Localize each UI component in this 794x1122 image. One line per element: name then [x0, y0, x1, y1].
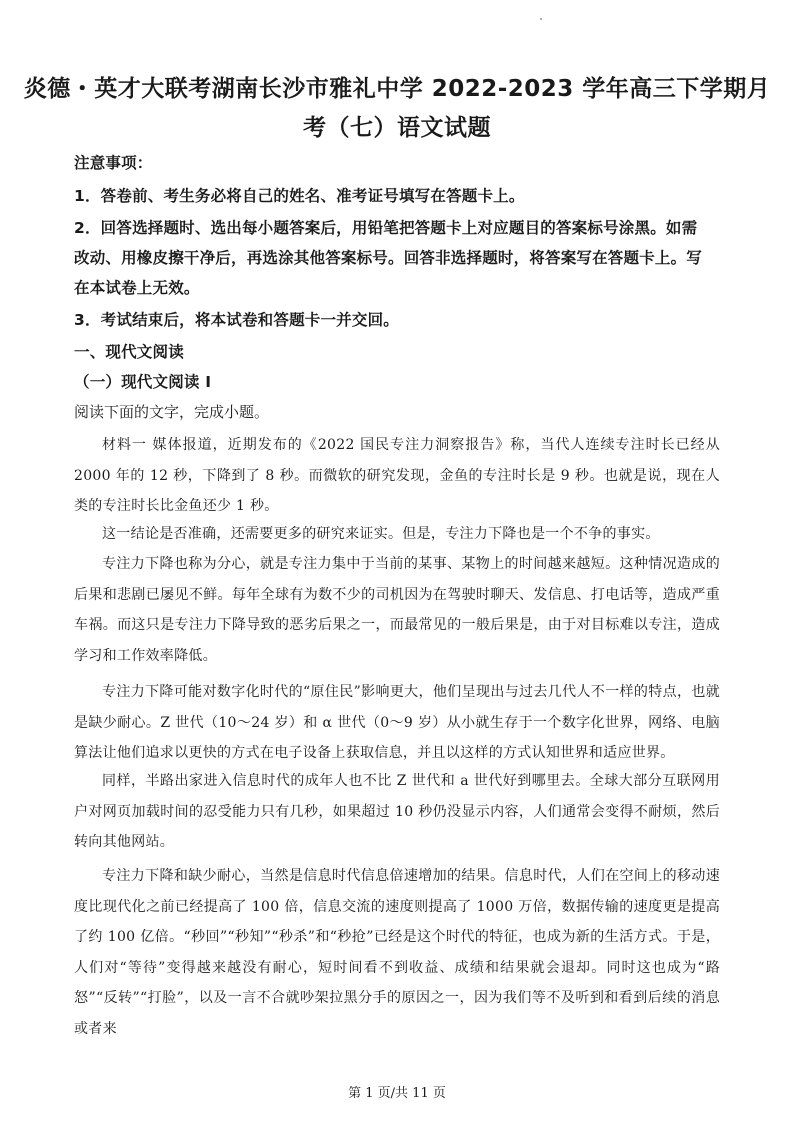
passage-paragraph-1: 材料一 媒体报道，近期发布的《2022 国民专注力洞察报告》称，当代人连续专注时长已经从 2000 年的 12 秒，下降到了 8 秒。而微软的研究发现，金鱼的专注时长是 9 秒。也就是说，现在人类的专注时长比金鱼还少 1 秒。: [74, 437, 720, 514]
exam-title-line-1: 炎德・英才大联考湖南长沙市雅礼中学 2022-2023 学年高三下学期月: [23, 76, 771, 102]
notice-item-2-line-1: 2．回答选择题时、选出每小题答案后，用铅笔把答题卡上对应题目的答案标号涂黑。如需: [74, 219, 698, 237]
passage-paragraph-6: 专注力下降和缺少耐心，当然是信息时代信息倍速增加的结果。信息时代，人们在空间上的移动速度比现代化之前已经提高了 100 倍，信息交流的速度则提高了 1000 万倍，数据传输的速度更是提高了约 100 亿倍。“秒回”“秒知”“秒杀”和“秒抢”已经是这个时代的特征，也成为新的生活方式。于是，人们对“等待”变得越来越没有耐心，短时间看不到收益、成绩和结果就会退却。同时这也成为“路怒”“反转”“打脸”，以及一言不合就吵架拉黑分手的原因之一，因为我们等不及听到和看到后续的消息或者来: [74, 868, 720, 1037]
notice-item-3: 3．考试结束后，将本试卷和答题卡一并交回。: [74, 311, 399, 329]
page-number: 第 1 页/共 11 页: [348, 1086, 446, 1101]
section-heading: 一、现代文阅读: [74, 343, 184, 361]
notice-item-1: 1．答卷前、考生务必将自己的姓名、准考证号填写在答题卡上。: [74, 187, 525, 205]
exam-title-line-2: 考（七）语文试题: [303, 115, 491, 141]
passage-paragraph-2: 这一结论是否准确，还需要更多的研究来证实。但是，专注力下降也是一个不争的事实。: [102, 526, 660, 542]
passage-paragraph-3: 专注力下降也称为分心，就是专注力集中于当前的某事、某物上的时间越来越短。这种情况造成的后果和悲剧已屡见不鲜。每年全球有为数不少的司机因为在驾驶时聊天、发信息、打电话等，造成严重车祸。而这只是专注力下降导致的恶劣后果之一，而最常见的一般后果是，由于对目标难以专注，造成学习和工作效率降低。: [74, 556, 720, 664]
notice-heading: 注意事项：: [74, 154, 153, 172]
passage-paragraph-5: 同样，半路出家进入信息时代的成年人也不比 Z 世代和 a 世代好到哪里去。全球大部分互联网用户对网页加载时间的忍受能力只有几秒，如果超过 10 秒仍没显示内容，人们通常会变得不耐烦，然后转向其他网站。: [74, 773, 720, 850]
reading-instruction: 阅读下面的文字，完成小题。: [74, 403, 270, 421]
notice-item-2-line-3: 在本试卷上无效。: [74, 279, 200, 297]
scan-speck: [540, 18, 542, 20]
passage-paragraph-4: 专注力下降可能对数字化时代的“原住民”影响更大，他们呈现出与过去几代人不一样的特点，也就是缺少耐心。Z 世代（10～24 岁）和 α 世代（0～9 岁）从小就生存于一个数字化世界，网络、电脑算法让他们追求以更快的方式在电子设备上获取信息，并且以这样的方式认知世界和适应世界。: [74, 684, 720, 761]
section-subheading: （一）现代文阅读 I: [74, 373, 212, 391]
notice-item-2-line-2: 改动、用橡皮擦干净后，再选涂其他答案标号。回答非选择题时，将答案写在答题卡上。写: [74, 249, 703, 267]
